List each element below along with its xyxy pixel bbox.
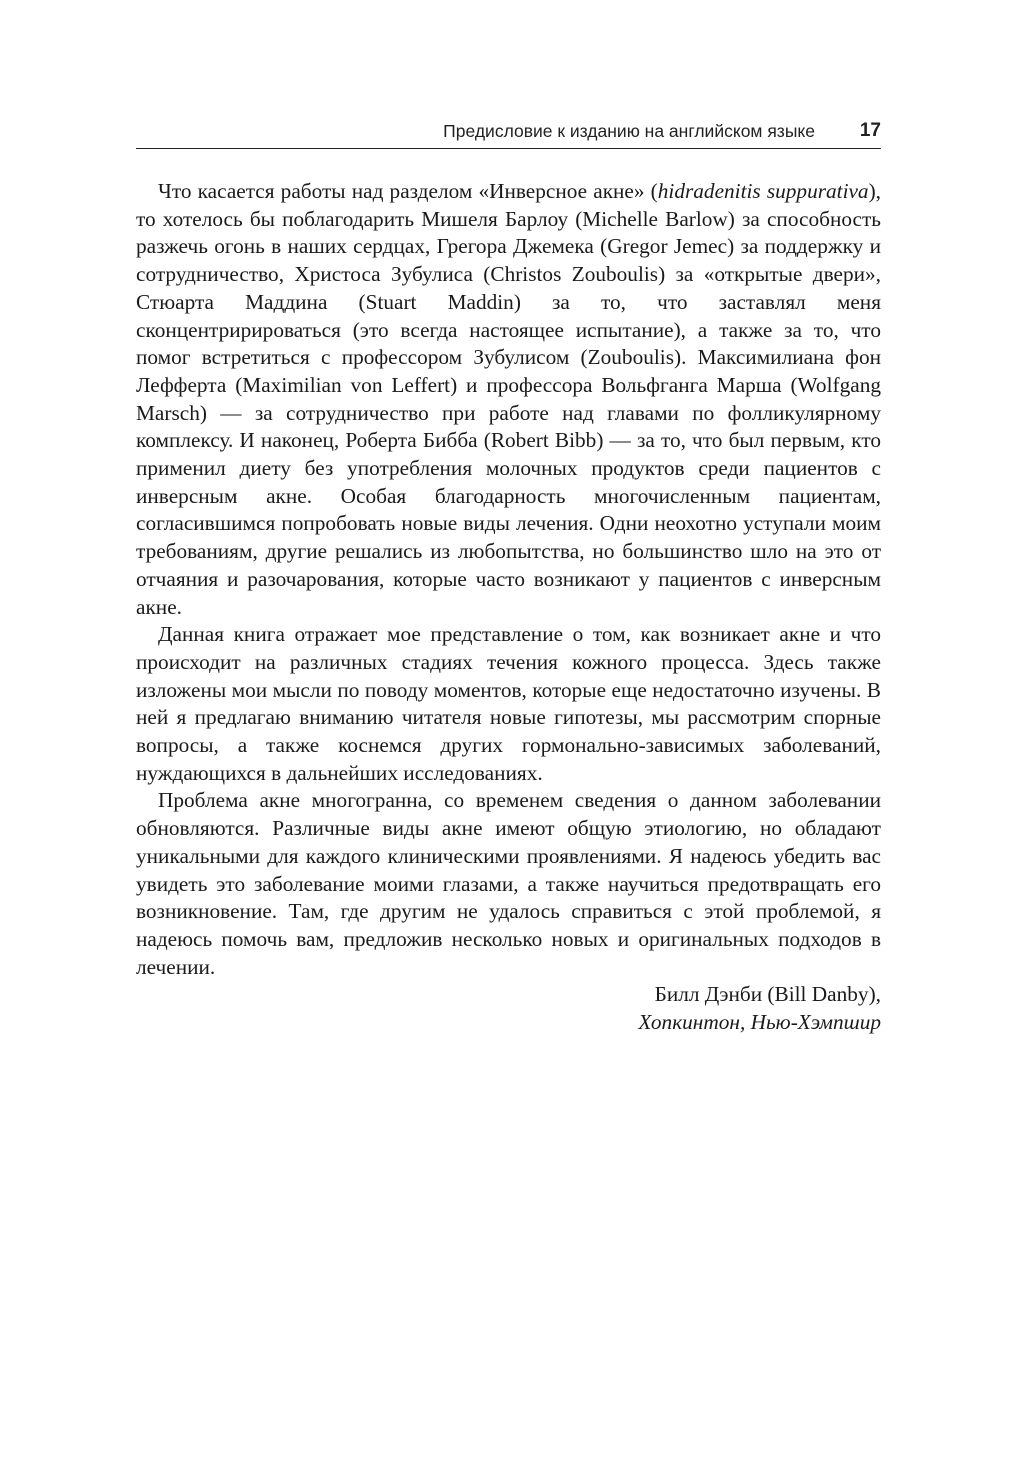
paragraph-acne-problem: Проблема акне многогранна, со временем сведения о данном заболевании обновляются. Различные виды акне имеют общую этиологию, но обладают уникальными для каждого клиническими проявлениями. Я надеюсь убедить вас увидеть это заболевание моими глазами, а также научиться предотвращать его возникновение. Там, где другим не удалось справиться с этой проблемой, я надеюсь помочь вам, предложив несколько новых и оригинальных подходов в лечении. — [136, 788, 881, 979]
paragraph-acknowledgements — [136, 178, 881, 621]
paragraph-1-latin-term: hidradenitis suppurativa — [657, 179, 869, 203]
paragraph-1-text-end: ), то хотелось бы поблагодарить Мишеля Барлоу (Michelle Barlow) за способность разжечь огонь в наших сердцах, Грегора Джемека (Gregor Jemec) за поддержку и сотрудничество, Христоса Зубулиса (Christos Zouboulis) за «открытые двери», Стюарта Маддина (Stuart Maddin) за то, что заставлял меня сконцентририроваться (это всегда настоящее испытание), а также за то, что помог встретиться с профессором Зубулисом (Zouboulis). Максимилиана фон Лефферта (Maximilian von Leffert) и профессора Вольфганга Марша (Wolfgang Marsch) — за сотрудничество при работе над главами по фолликулярному комплексу. И наконец, Роберта Бибба (Robert Bibb) — за то, что был первым, кто применил диету без употребления молочных продуктов среди пациентов с инверсным акне. Особая благодарность многочисленным пациентам, согласившимся попробовать новые виды лечения. Одни неохотно уступали моим требованиям, другие решались из любопытства, но большинство шло на это от отчаяния и разочарования, которые часто возникают у пациентов с инверсным акне. — [136, 179, 882, 619]
page-number: 17 — [859, 120, 881, 141]
signature-place: Хопкинтон, Нью-Хэмпшир — [638, 1010, 881, 1035]
signature-block — [136, 981, 881, 1036]
signature-author: Билл Дэнби (Bill Danby), — [654, 982, 881, 1007]
paragraph-1-text-start: Что касается работы над разделом «Инверсное акне» ( — [158, 179, 658, 203]
running-header-title: Предисловие к изданию на английском языке — [443, 121, 815, 141]
running-header — [136, 118, 881, 149]
body-text — [136, 178, 881, 1037]
paragraph-book-purpose: Данная книга отражает мое представление о том, как возникает акне и что происходит на различных стадиях течения кожного процесса. Здесь также изложены мои мысли по поводу моментов, которые еще недостаточно изучены. В ней я предлагаю вниманию читателя новые гипотезы, мы рассмотрим спорные вопросы, а также коснемся других гормонально-зависимых заболеваний, нуждающихся в дальнейших исследованиях. — [136, 622, 881, 785]
